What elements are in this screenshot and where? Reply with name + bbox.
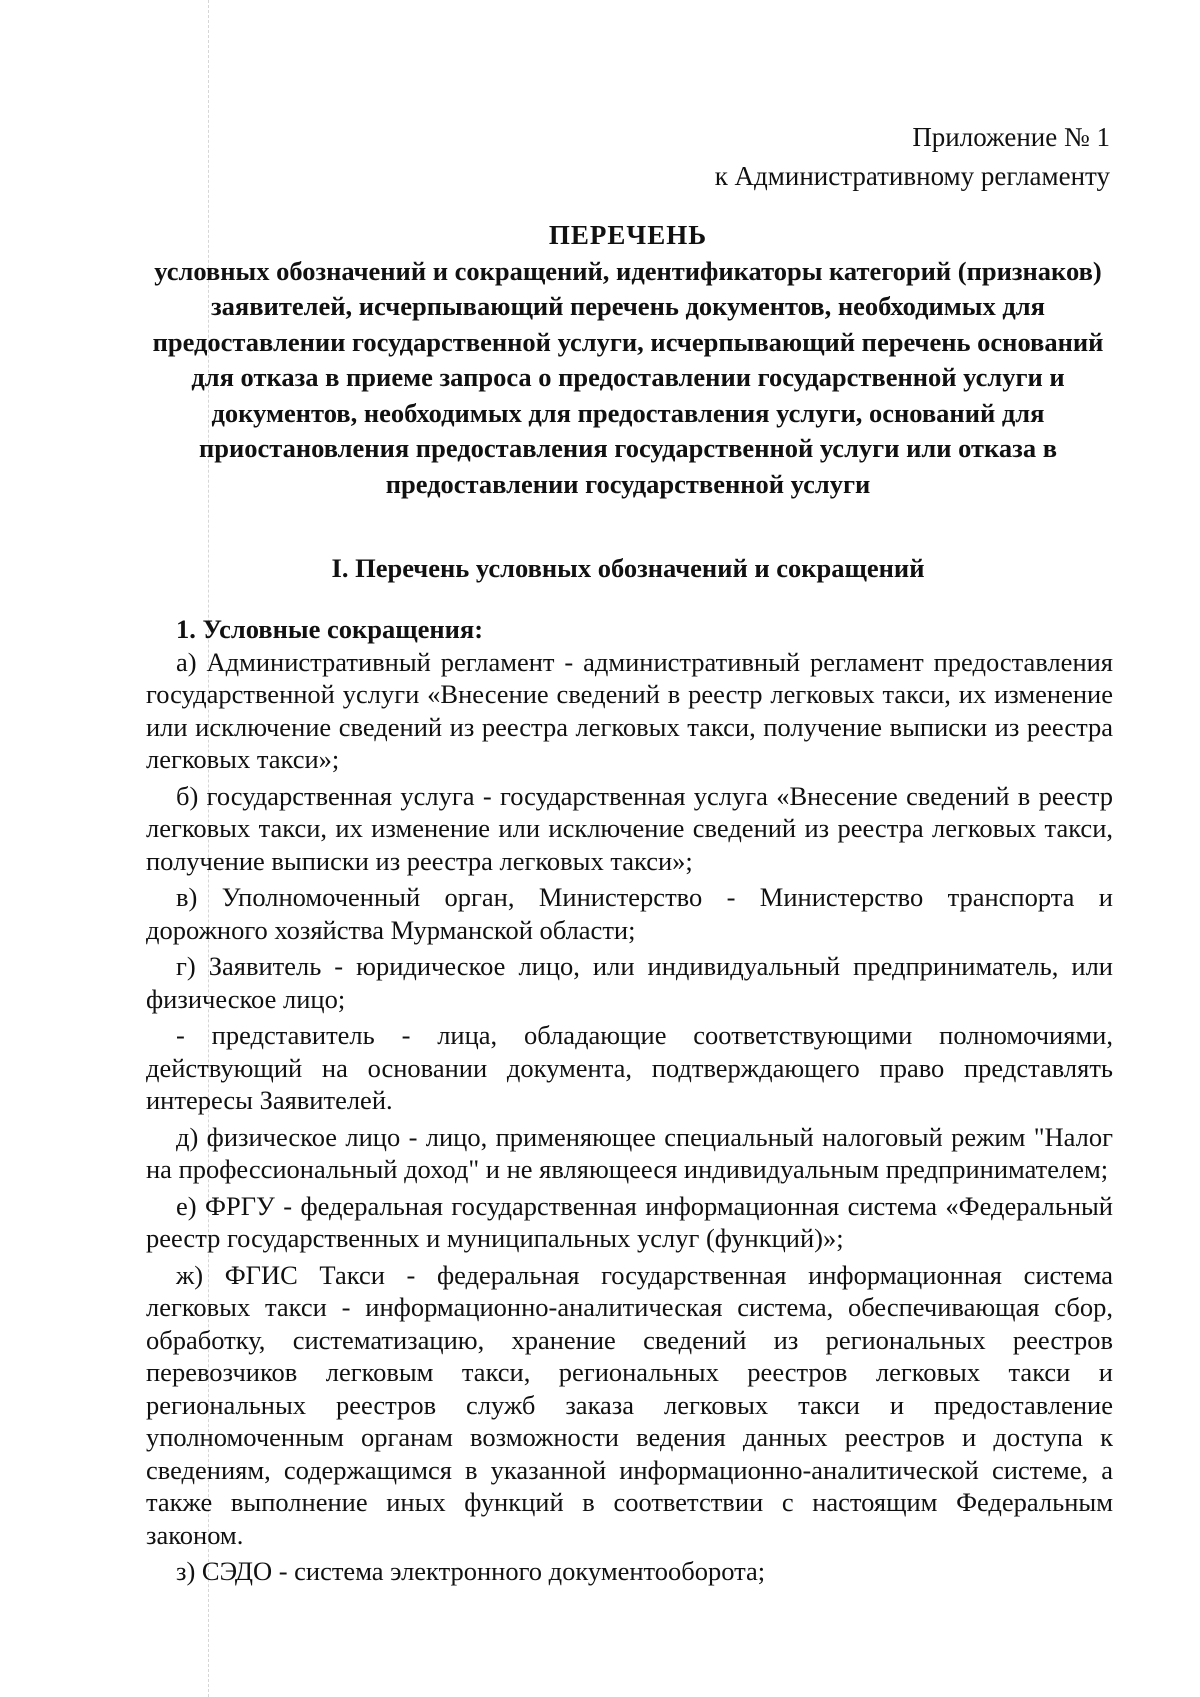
list-item: ж) ФГИС Такси - федеральная государственная информационная система легковых такси - информационно-аналитическая система, обеспечивающая сбор, обработку, систематизацию, хранение сведений из региональных реестров перевозчиков легковым такси, региональных реестров легковых такси и региональных реестров служб заказа легковых такси и предоставление уполномоченным органам возможности ведения данных реестров и доступа к сведениям, содержащимся в указанной информационно-аналитической системе, а также выполнение иных функций в соответствии с настоящим Федеральным законом. xyxy=(146,1259,1113,1550)
list-item: в) Уполномоченный орган, Министерство - Министерство транспорта и дорожного хозяйства Мурманской области; xyxy=(146,882,1113,945)
title-main: ПЕРЕЧЕНЬ xyxy=(548,220,708,250)
list-item: - представитель - лица, обладающие соответствующими полномочиями, действующий на основании документа, подтверждающего право представлять интересы Заявителей. xyxy=(146,1020,1113,1115)
section-heading: I. Перечень условных обозначений и сокращений xyxy=(331,553,925,583)
list-item: з) СЭДО - система электронного документооборота; xyxy=(176,1556,766,1586)
list-item: а) Административный регламент - административный регламент предоставления государственной услуги «Внесение сведений в реестр легковых такси, их изменение или исключение сведений из реестра легковых такси, получение выписки из реестра легковых такси»; xyxy=(146,646,1113,774)
appendix-note xyxy=(715,118,1110,196)
list-item: б) государственная услуга - государственная услуга «Внесение сведений в реестр легковых такси, их изменение или исключение сведений из реестра легковых такси, получение выписки из реестра легковых такси»; xyxy=(146,780,1113,876)
subsection-heading: 1. Условные сокращения: xyxy=(176,614,484,644)
document-title xyxy=(148,218,1108,502)
section-content xyxy=(146,613,1113,1592)
list-item: д) физическое лицо - лицо, применяющее специальный налоговый режим "Налог на профессиональный доход" и не являющееся индивидуальным предпринимателем; xyxy=(146,1121,1113,1184)
list-item: е) ФРГУ - федеральная государственная информационная система «Федеральный реестр государственных и муниципальных услуг (функций)»; xyxy=(146,1190,1113,1253)
list-item: г) Заявитель - юридическое лицо, или индивидуальный предприниматель, или физическое лицо; xyxy=(146,951,1113,1014)
title-subtitle: условных обозначений и сокращений, идентификаторы категорий (признаков) заявителей, исчерпывающий перечень документов, необходимых для предоставлении государственной услуги, исчерпывающий перечень оснований для отказа в приеме запроса о предоставлении государственной услуги и документов, необходимых для предоставления услуги, оснований для приостановления предоставления государственной услуги или отказа в предоставлении государственной услуги xyxy=(152,255,1104,499)
appendix-reference: к Административному регламенту xyxy=(714,161,1110,191)
appendix-number: Приложение № 1 xyxy=(912,122,1110,152)
